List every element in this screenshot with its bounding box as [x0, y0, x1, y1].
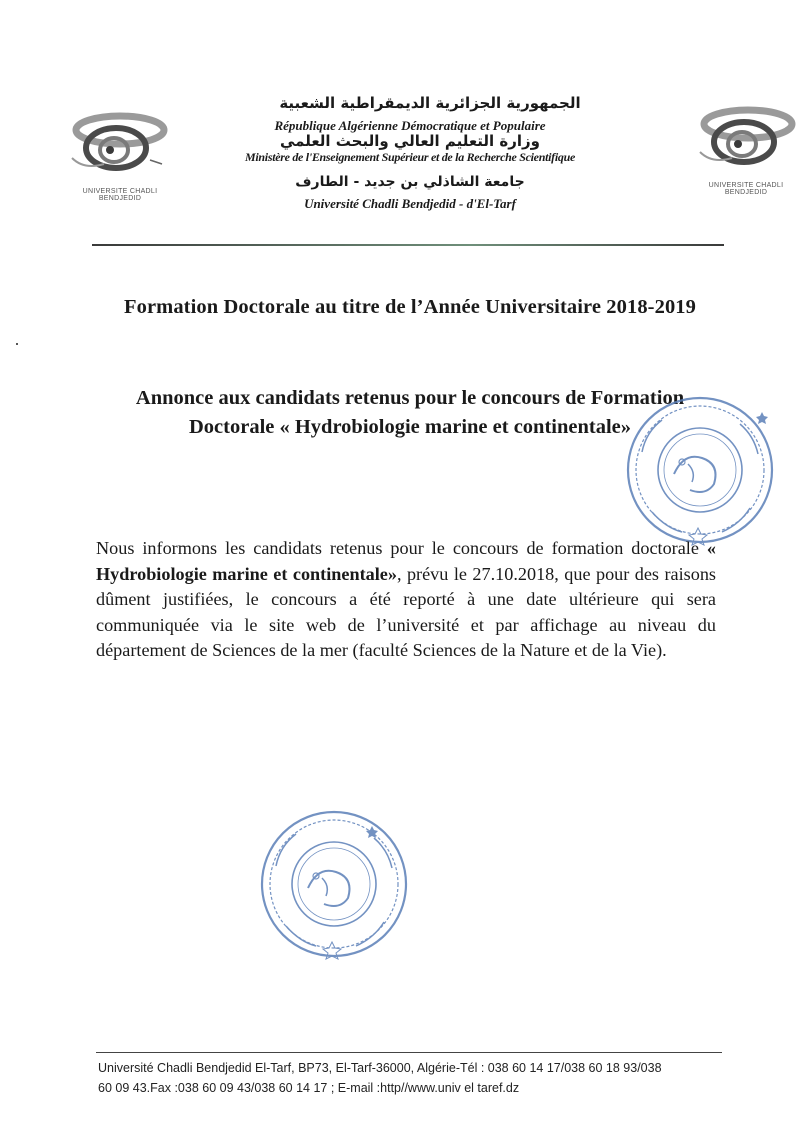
arabic-republic: الجمهورية الجزائرية الديمقراطية الشعبية	[279, 94, 581, 112]
french-republic: République Algérienne Démocratique et Populaire	[274, 118, 546, 133]
logo-caption-left: UNIVERSITE CHADLI BENDJEDID	[82, 188, 158, 202]
footer-line-1: Université Chadli Bendjedid El-Tarf, BP73, El-Tarf-36000, Algérie-Tél : 038 60 14 17/038 60 18 93/038	[98, 1061, 662, 1075]
official-stamp-upper	[622, 392, 778, 553]
announcement-line-1: Annonce aux candidats retenus pour le concours de Formation	[135, 387, 685, 409]
footer-contact	[98, 1058, 724, 1098]
university-logo-left	[64, 100, 176, 200]
university-logo-right	[690, 94, 802, 194]
french-ministry: Ministère de l'Enseignement Supérieur et de la Recherche Scientifique	[245, 150, 575, 164]
official-stamp-icon	[254, 806, 414, 962]
header-divider	[92, 244, 724, 246]
letterhead	[190, 96, 630, 210]
program-name: « Hydrobiologie marine et continentale»	[96, 538, 716, 584]
body-part-1: Nous informons les candidats retenus pour le concours de formation doctorale	[96, 538, 707, 558]
scan-speck	[16, 343, 18, 345]
footer-line-2: 60 09 43.Fax :038 60 09 43/038 60 14 17 ; E-mail :http//www.univ el taref.dz	[98, 1081, 520, 1095]
french-university: Université Chadli Bendjedid - d'El-Tarf	[304, 196, 516, 211]
arabic-university: جامعة الشاذلي بن جديد - الطارف	[295, 174, 525, 190]
footer-divider	[96, 1052, 722, 1053]
announcement-line-2: Doctorale « Hydrobiologie marine et continentale»	[188, 416, 631, 438]
announcement-body	[96, 536, 716, 664]
official-stamp-icon	[622, 392, 778, 548]
logo-caption-right: UNIVERSITE CHADLI BENDJEDID	[708, 182, 784, 196]
body-part-2: , prévu le 27.10.2018, que pour des raisons dûment justifiées, le concours a été reporté à une date ultérieure qui sera communiquée via le site web de l’université et par affichage au niveau du département de Sciences de la mer (faculté Sciences de la Nature et de la Vie).	[96, 563, 716, 660]
university-logo-icon	[690, 94, 802, 182]
arabic-ministry: وزارة التعليم العالي والبحث العلمي	[279, 132, 541, 150]
university-logo-icon	[64, 100, 176, 188]
document-title: Formation Doctorale au titre de l’Année Universitaire 2018-2019	[123, 296, 697, 318]
official-stamp-lower	[254, 806, 414, 967]
